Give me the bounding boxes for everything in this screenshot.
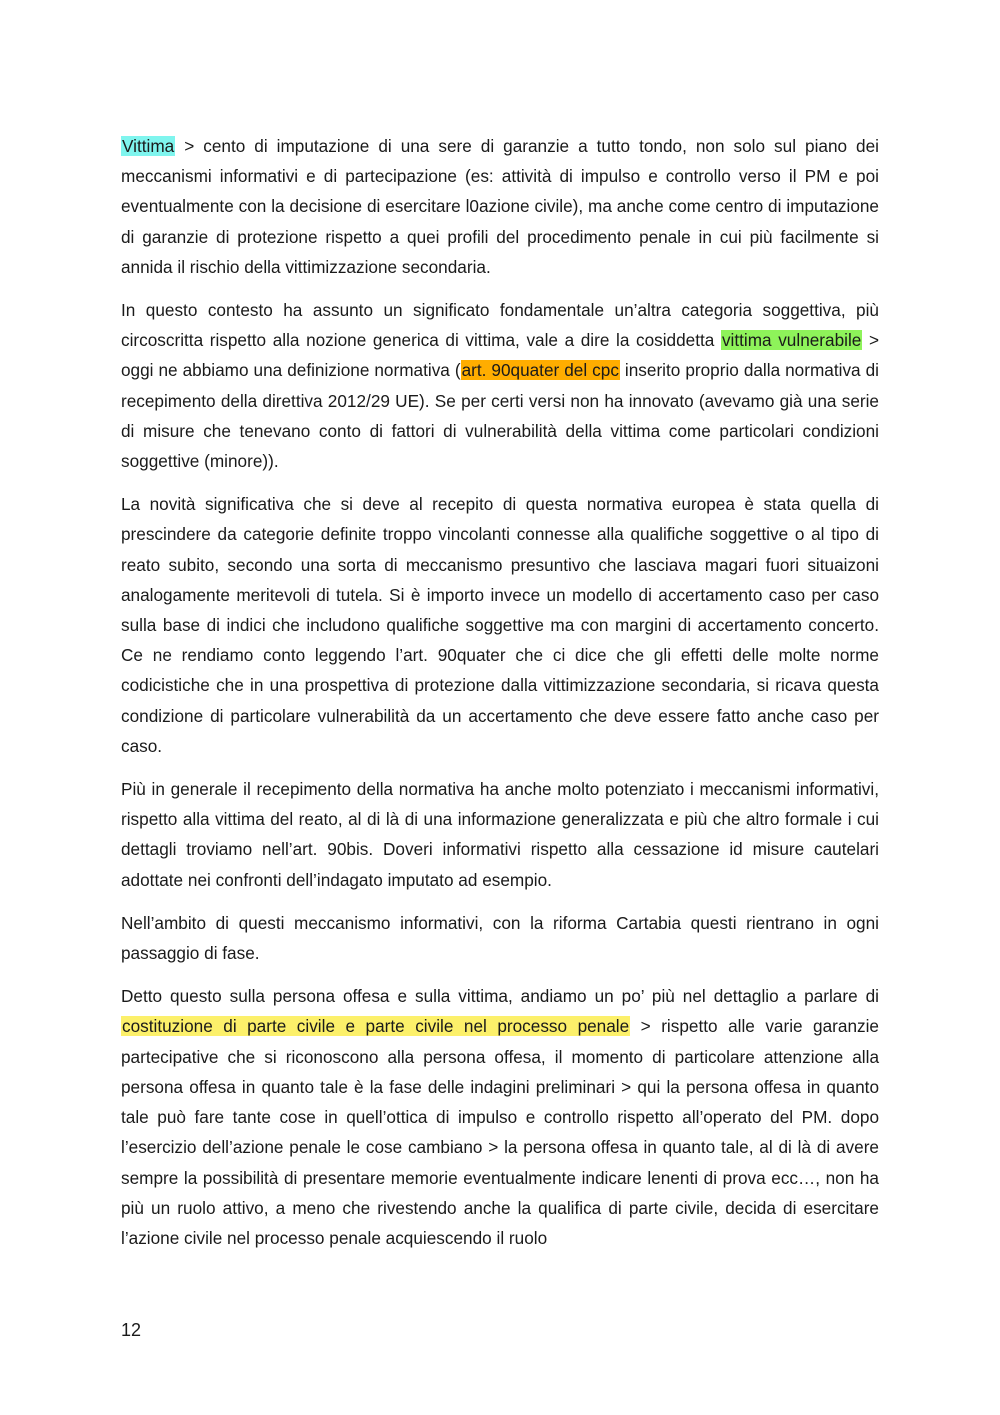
highlight-art-90quater: art. 90quater del cpc (461, 360, 619, 381)
paragraph-text: Detto questo sulla persona offesa e sulla vittima, andiamo un po’ più nel dettaglio a parlare di (121, 986, 879, 1007)
document-body (121, 131, 879, 1266)
page-number: 12 (121, 1320, 142, 1340)
paragraph-text: La novità significativa che si deve al recepito di questa normativa europea è stata quella di prescindere da categorie definite troppo vincolanti connesse alla qualifiche soggettive o al tipo di reato subito, secondo una sorta di meccanismo presuntivo che lasciava magari fuori situaizoni analogamente meritevoli di tutela. Si è importo invece un modello di accertamento caso per caso sulla base di indici che includono qualifiche soggettive ma con margini di accertamento concerto. Ce ne rendiamo conto leggendo l’art. 90quater che ci dice che gli effetti delle molte norme codicistiche che in una prospettiva di protezione dalla vittimizzazione secondaria, si ricava questa condizione di particolare vulnerabilità da un accertamento che deve essere fatto anche caso per caso. (121, 494, 879, 756)
paragraph-text: > rispetto alle varie garanzie partecipative che si riconoscono alla persona offesa, il momento di particolare attenzione alla persona offesa in quanto tale è la fase delle indagini preliminari > qui la persona offesa in quanto tale può fare tante cose in quell’ottica di impulso e controllo rispetto all’operato del PM. dopo l’esercizio dell’azione penale le cose cambiano > la persona offesa in quanto tale, al di là di avere sempre la possibilità di presentare memorie eventualmente indicare lenenti di prova ecc…, non ha più un ruolo attivo, a meno che rivestendo anche la qualifica di parte civile, decida di esercitare l’azione civile nel processo penale acquiescendo il ruolo (121, 1016, 879, 1248)
paragraph-text: Più in generale il recepimento della normativa ha anche molto potenziato i meccanismi informativi, rispetto alla vittima del reato, al di là di una informazione generalizzata e più che altro formale i cui dettagli troviamo nell’art. 90bis. Doveri informativi rispetto alla cessazione id misure cautelari adottate nei confronti dell’indagato imputato ad esempio. (121, 779, 879, 890)
paragraph-text: Nell’ambito di questi meccanismo informativi, con la riforma Cartabia questi rientrano in ogni passaggio di fase. (121, 912, 879, 964)
paragraph-vittima (121, 131, 879, 282)
paragraph-riforma-cartabia (121, 908, 879, 968)
highlight-vittima: Vittima (122, 136, 175, 156)
paragraph-vittima-vulnerabile (121, 295, 879, 476)
paragraph-text: > oggi ne abbiamo una definizione normativa ( (121, 330, 879, 381)
paragraph-text: In questo contesto ha assunto un significato fondamentale un’altra categoria soggettiva, più circoscritta rispetto alla nozione generica di vittima, vale a dire la cosiddetta (121, 300, 879, 351)
highlight-costituzione-parte-civile: costituzione di parte civile e parte civile nel processo penale (122, 1016, 630, 1037)
paragraph-text: inserito proprio dalla normativa di recepimento della direttiva 2012/29 UE). Se per certi versi non ha innovato (avevamo già una serie di misure che tenevano conto di fattori di vulnerabilità della vittima come particolari condizioni soggettive (minore)). (121, 360, 879, 472)
paragraph-recepimento (121, 774, 879, 895)
paragraph-text: > cento di imputazione di una sere di garanzie a tutto tondo, non solo sul piano dei meccanismi informativi e di partecipazione (es: attività di impulso e controllo verso il PM e poi eventualmente con la decisione di esercitare l0azione civile), ma anche come centro di imputazione di garanzie di protezione rispetto a quei profili del procedimento penale in cui più facilmente si annida il rischio della vittimizzazione secondaria. (121, 136, 879, 277)
paragraph-novita (121, 489, 879, 761)
highlight-vittima-vulnerabile: vittima vulnerabile (721, 330, 862, 351)
paragraph-parte-civile (121, 981, 879, 1253)
